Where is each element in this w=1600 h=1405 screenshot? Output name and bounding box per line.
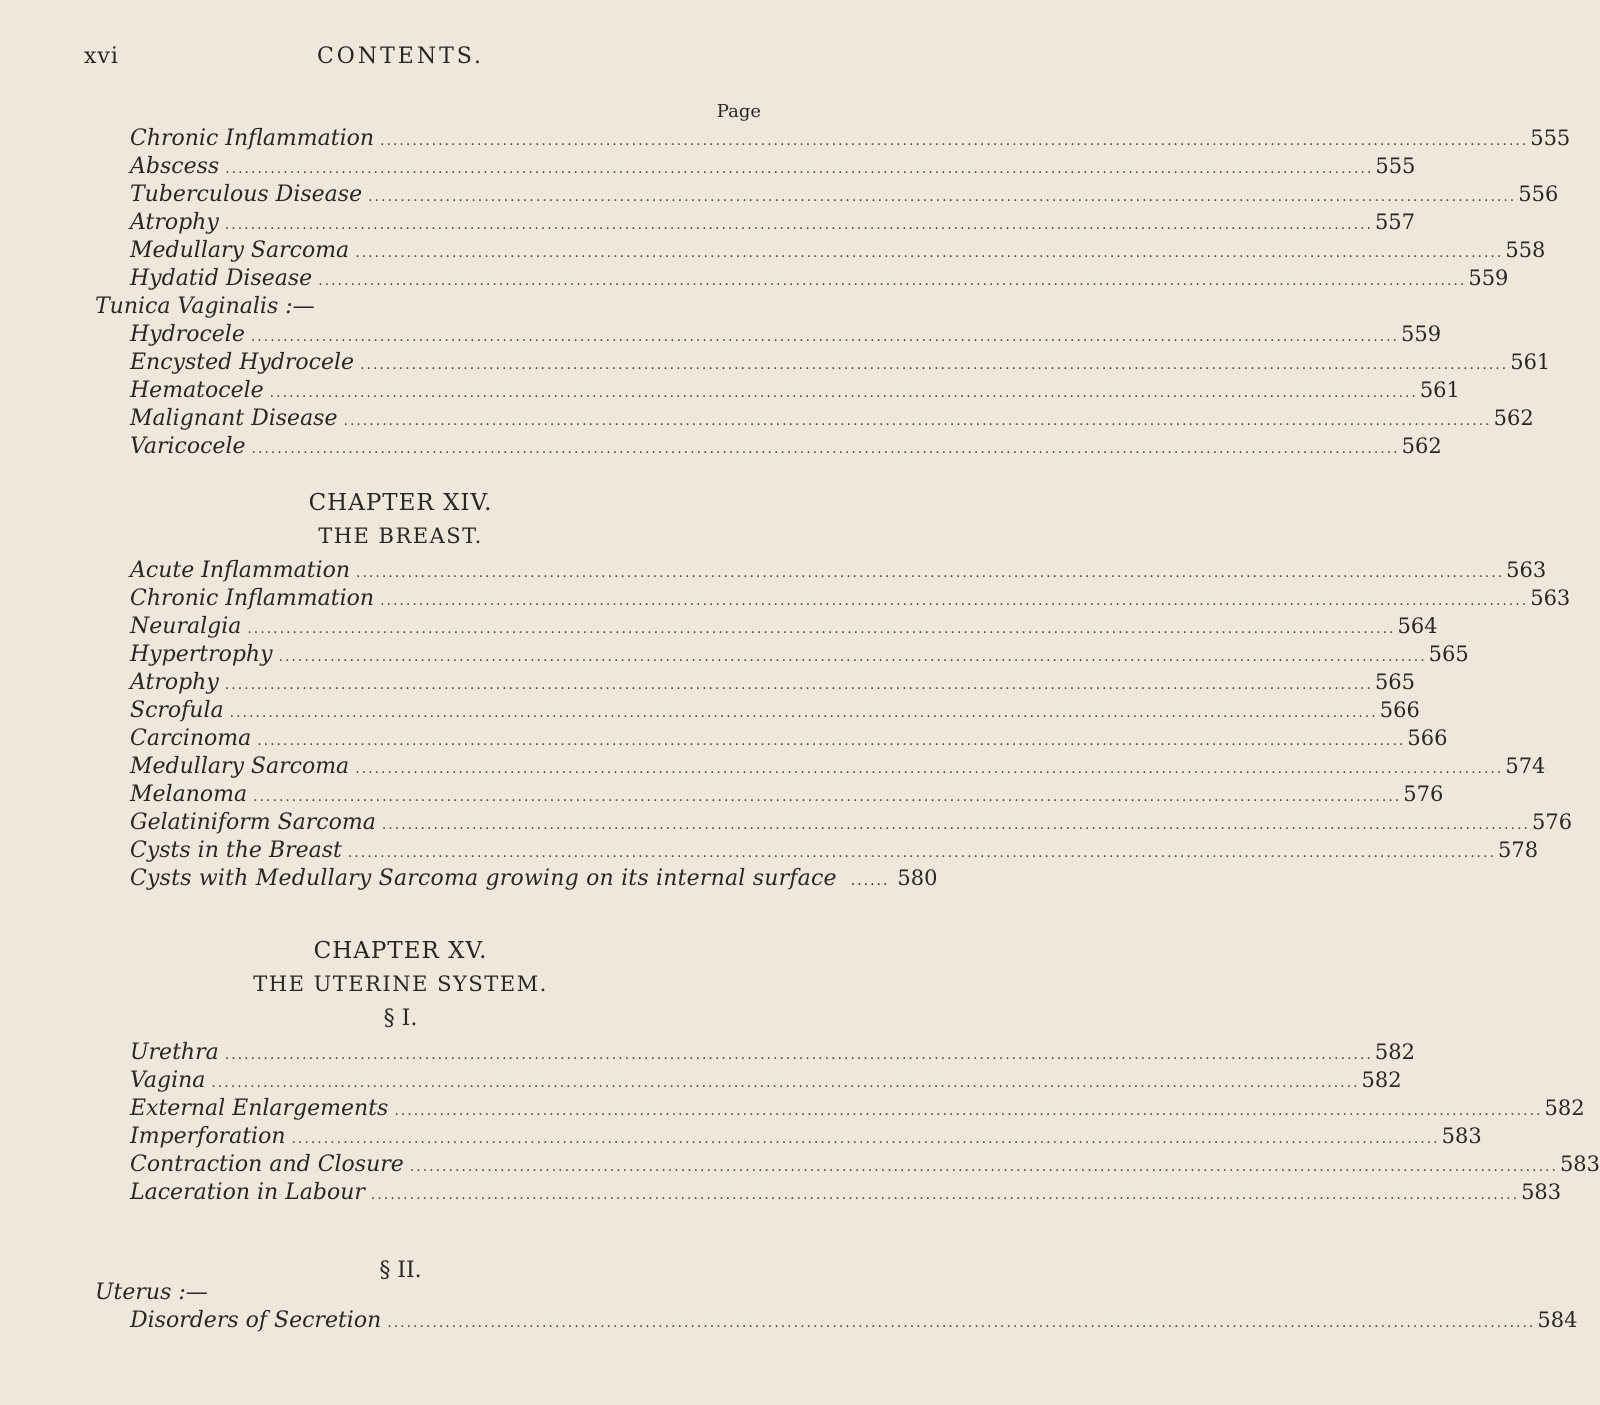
toc-entry (130, 614, 1438, 640)
entry-title: Encysted Hydrocele (130, 350, 355, 375)
entry-title: Hydrocele (130, 322, 245, 347)
toc-entry (130, 782, 1444, 808)
entry-page: 563 (1530, 586, 1571, 610)
entry-page: 559 (1468, 266, 1509, 290)
toc-entry (130, 1180, 1562, 1206)
toc-entry (130, 154, 1416, 180)
entry-title: Atrophy (130, 210, 219, 235)
toc-entry (130, 1308, 1578, 1334)
chapter-title: CHAPTER XIV. (308, 490, 493, 516)
toc-entry (130, 434, 1442, 460)
toc-entry (130, 558, 1547, 584)
entry-page: 555 (1530, 126, 1571, 150)
entry-title: Melanoma (130, 782, 248, 807)
entry-page: 582 (1361, 1068, 1402, 1092)
entry-page: 566 (1379, 698, 1420, 722)
subsection-heading: Uterus :— (95, 1280, 208, 1305)
toc-entry (130, 866, 938, 892)
entry-page: 583 (1441, 1124, 1482, 1148)
entry-page: 562 (1401, 434, 1442, 458)
chapter-title: CHAPTER XV. (313, 938, 488, 964)
toc-entry (130, 210, 1416, 236)
entry-title: Medullary Sarcoma (130, 238, 350, 263)
entry-page: 562 (1493, 406, 1534, 430)
toc-entry (130, 1124, 1482, 1150)
entry-title: Acute Inflammation (130, 558, 351, 583)
entry-page: 574 (1505, 754, 1546, 778)
entry-page: 563 (1506, 558, 1547, 582)
toc-entry (130, 182, 1559, 208)
entry-page: 565 (1428, 642, 1469, 666)
entry-title: Carcinoma (130, 726, 252, 751)
entry-page: 564 (1397, 614, 1438, 638)
toc-entry (130, 1040, 1415, 1066)
toc-entry (130, 1152, 1600, 1178)
toc-entry (130, 378, 1460, 404)
page-number: xvi (84, 44, 119, 69)
section-heading: § II. (379, 1258, 422, 1283)
toc-entry (130, 754, 1546, 780)
running-title: CONTENTS. (316, 44, 485, 69)
entry-title: Cysts with Medullary Sarcoma growing on its internal surface (130, 866, 837, 891)
entry-title: Chronic Inflammation (130, 586, 375, 611)
entry-title: Gelatiniform Sarcoma (130, 810, 376, 835)
section-heading: § I. (383, 1006, 418, 1031)
entry-page: 576 (1403, 782, 1444, 806)
entry-title: Hypertrophy (130, 642, 273, 667)
entry-page: 582 (1374, 1040, 1415, 1064)
toc-entry (130, 642, 1469, 668)
entry-title: Tuberculous Disease (130, 182, 363, 207)
entry-page: 583 (1521, 1180, 1562, 1204)
entry-title: Laceration in Labour (130, 1180, 365, 1205)
chapter-subtitle: THE BREAST. (318, 524, 483, 548)
toc-entry (130, 350, 1551, 376)
entry-page: 559 (1401, 322, 1442, 346)
entry-page: 566 (1407, 726, 1448, 750)
toc-entry (130, 126, 1571, 152)
entry-title: Malignant Disease (130, 406, 338, 431)
entry-leader: ...... (850, 873, 890, 889)
toc-entry (130, 670, 1416, 696)
toc-entry (130, 586, 1571, 612)
entry-title: Vagina (130, 1068, 206, 1093)
entry-title: Imperforation (130, 1124, 286, 1149)
toc-entry (130, 1096, 1585, 1122)
entry-title: Disorders of Secretion (130, 1308, 382, 1333)
entry-title: Neuralgia (130, 614, 242, 639)
toc-entry (130, 838, 1539, 864)
entry-title: Abscess (130, 154, 220, 179)
subsection-heading: Tunica Vaginalis :— (95, 294, 315, 319)
entry-title: Cysts in the Breast (130, 838, 342, 863)
toc-entry (130, 266, 1509, 292)
entry-page: 583 (1559, 1152, 1600, 1176)
entry-page: 580 (897, 866, 938, 890)
entry-title: External Enlargements (130, 1096, 389, 1121)
toc-entry (130, 238, 1546, 264)
entry-title: Contraction and Closure (130, 1152, 404, 1177)
entry-page: 584 (1537, 1308, 1578, 1332)
entry-title: Urethra (130, 1040, 219, 1065)
entry-title: Hydatid Disease (130, 266, 313, 291)
entry-page: 556 (1518, 182, 1559, 206)
entry-page: 565 (1374, 670, 1416, 694)
entry-title: Varicocele (130, 434, 246, 459)
entry-title: Scrofula (130, 698, 224, 723)
entry-title: Medullary Sarcoma (130, 754, 350, 779)
toc-entry (130, 810, 1573, 836)
entry-page: 557 (1374, 210, 1416, 234)
entry-page: 578 (1498, 838, 1539, 862)
toc-entry (130, 322, 1442, 348)
toc-entry (130, 698, 1420, 724)
entry-title: Chronic Inflammation (130, 126, 375, 151)
toc-entry (130, 726, 1448, 752)
toc-entry (130, 1068, 1402, 1094)
chapter-subtitle: THE UTERINE SYSTEM. (253, 972, 548, 996)
entry-title: Hematocele (130, 378, 264, 403)
entry-page: 555 (1375, 154, 1416, 178)
entry-title: Atrophy (130, 670, 219, 695)
entry-page: 582 (1544, 1096, 1585, 1120)
entry-page: 561 (1419, 378, 1460, 402)
entry-page: 558 (1505, 238, 1546, 262)
entry-page: 576 (1531, 810, 1573, 834)
page-column-label: Page (716, 101, 761, 122)
toc-entry (130, 406, 1534, 432)
entry-page: 561 (1510, 350, 1551, 374)
